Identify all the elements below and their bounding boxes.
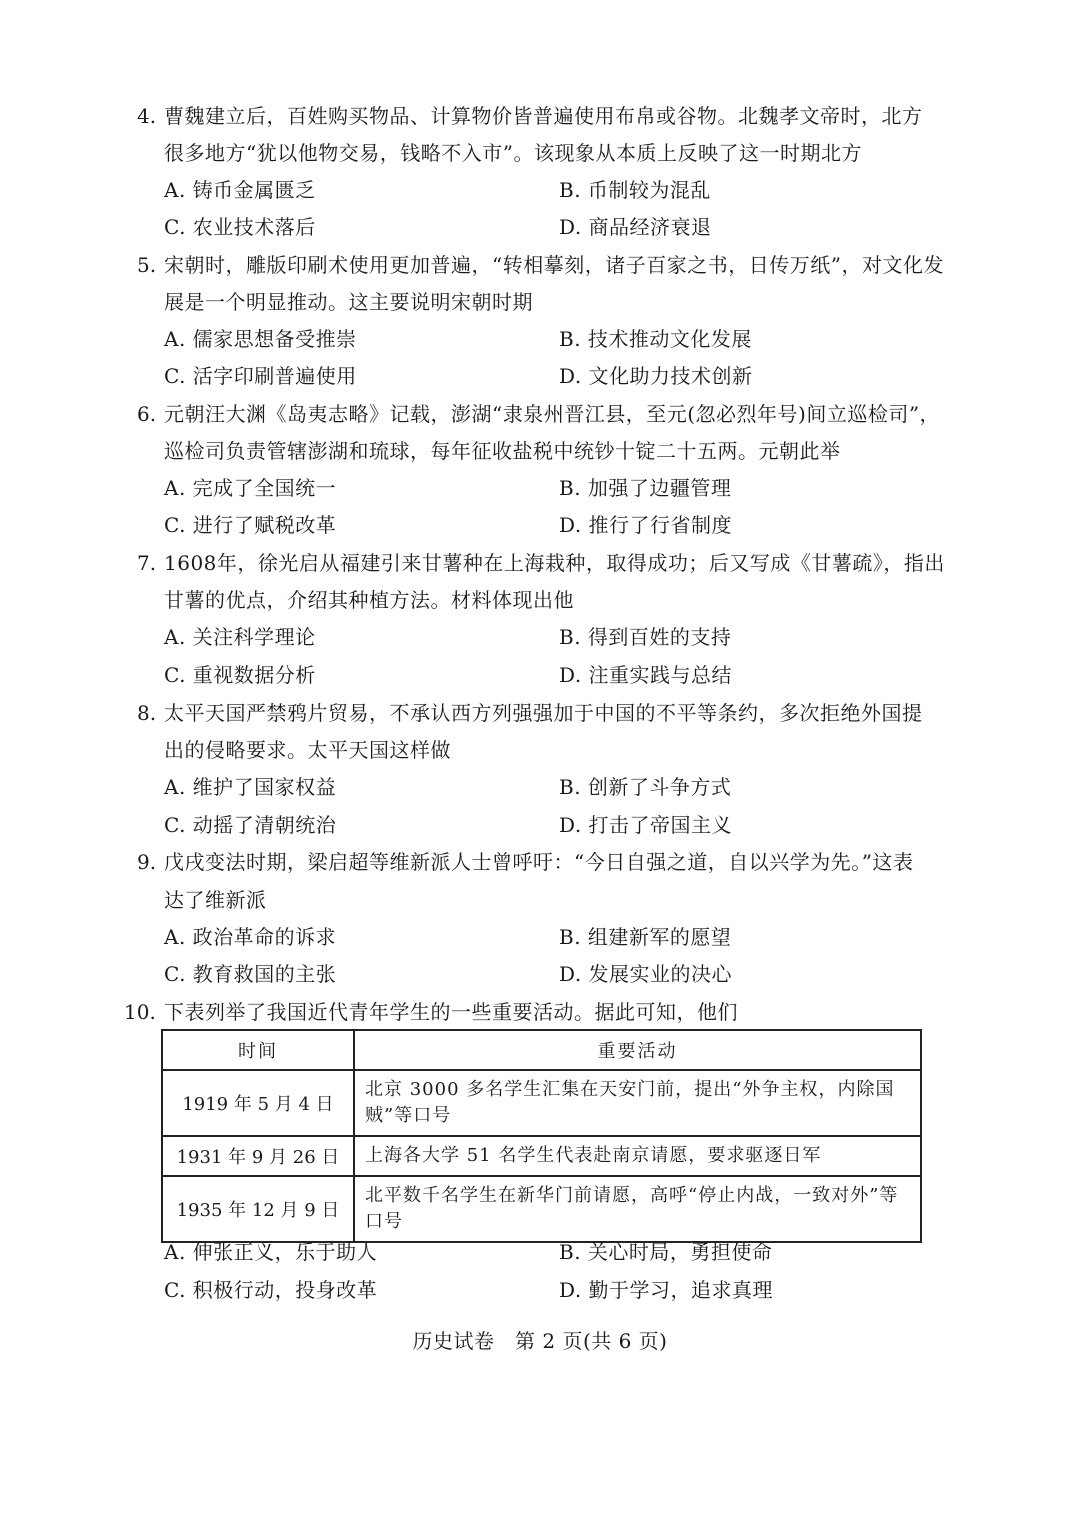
option-a: A. 维护了国家权益 (164, 775, 337, 799)
table-cell-time: 1931 年 9 月 26 日 (162, 1136, 354, 1176)
option-b: B. 创新了斗争方式 (559, 775, 732, 799)
option-c: C. 重视数据分析 (164, 663, 316, 687)
question-number: 4. (137, 104, 157, 128)
column-header-time: 时间 (162, 1030, 354, 1070)
option-d: D. 商品经济衰退 (559, 215, 712, 239)
option-a: A. 完成了全国统一 (164, 476, 337, 500)
option-b: B. 加强了边疆管理 (559, 476, 732, 500)
option-a: A. 伸张正义，乐于助人 (164, 1240, 378, 1264)
option-b: B. 得到百姓的支持 (559, 625, 732, 649)
option-c: C. 活字印刷普遍使用 (164, 364, 357, 388)
option-d: D. 注重实践与总结 (559, 663, 733, 687)
question-number: 6. (137, 402, 157, 426)
question-stem-line: 展是一个明显推动。这主要说明宋朝时期 (164, 290, 533, 314)
table-cell-activity: 上海各大学 51 名学生代表赴南京请愿，要求驱逐日军 (354, 1136, 921, 1176)
option-a: A. 铸币金属匮乏 (164, 178, 316, 202)
activities-table (161, 1029, 922, 1243)
question-stem-line: 甘薯的优点，介绍其种植方法。材料体现出他 (164, 588, 574, 612)
table-row (162, 1136, 921, 1176)
question-stem-line: 元朝汪大渊《岛夷志略》记载，澎湖“隶泉州晋江县，至元(忽必烈年号)间立巡检司”， (164, 402, 941, 426)
option-b: B. 组建新军的愿望 (559, 925, 732, 949)
question-stem-line: 很多地方“犹以他物交易，钱略不入市”。该现象从本质上反映了这一时期北方 (164, 141, 862, 165)
question-stem-line: 达了维新派 (164, 888, 267, 912)
table-header-row (162, 1030, 921, 1070)
option-b: B. 技术推动文化发展 (559, 327, 752, 351)
option-d: D. 发展实业的决心 (559, 962, 733, 986)
table-cell-activity: 北平数千名学生在新华门前请愿，高呼“停止内战，一致对外”等口号 (354, 1176, 921, 1242)
question-number: 8. (137, 701, 157, 725)
table-cell-time: 1935 年 12 月 9 日 (162, 1176, 354, 1242)
page-footer: 历史试卷 第 2 页(共 6 页) (412, 1329, 668, 1353)
table-row (162, 1070, 921, 1136)
option-b: B. 关心时局，勇担使命 (559, 1240, 773, 1264)
option-d: D. 推行了行省制度 (559, 513, 733, 537)
table-cell-activity: 北京 3000 多名学生汇集在天安门前，提出“外争主权，内除国贼”等口号 (354, 1070, 921, 1136)
question-stem-line: 出的侵略要求。太平天国这样做 (164, 738, 451, 762)
question-stem-line: 巡检司负责管辖澎湖和琉球，每年征收盐税中统钞十锭二十五两。元朝此举 (164, 439, 841, 463)
question-stem-line: 太平天国严禁鸦片贸易，不承认西方列强强加于中国的不平等条约，多次拒绝外国提 (164, 701, 923, 725)
question-stem-line: 宋朝时，雕版印刷术使用更加普遍，“转相摹刻，诸子百家之书，日传万纸”，对文化发 (164, 253, 944, 277)
option-a: A. 儒家思想备受推崇 (164, 327, 357, 351)
question-number: 10. (124, 1000, 156, 1024)
question-stem-line: 下表列举了我国近代青年学生的一些重要活动。据此可知，他们 (164, 1000, 738, 1024)
option-a: A. 关注科学理论 (164, 625, 316, 649)
table-row (162, 1176, 921, 1242)
option-c: C. 积极行动，投身改革 (164, 1278, 378, 1302)
question-number: 7. (137, 551, 157, 575)
option-c: C. 动摇了清朝统治 (164, 813, 337, 837)
option-c: C. 教育救国的主张 (164, 962, 337, 986)
question-stem-line: 1608年，徐光启从福建引来甘薯种在上海栽种，取得成功；后又写成《甘薯疏》，指出 (164, 551, 945, 575)
question-stem-line: 曹魏建立后，百姓购买物品、计算物价皆普遍使用布帛或谷物。北魏孝文帝时，北方 (164, 104, 923, 128)
option-a: A. 政治革命的诉求 (164, 925, 337, 949)
option-d: D. 文化助力技术创新 (559, 364, 753, 388)
option-b: B. 币制较为混乱 (559, 178, 711, 202)
option-d: D. 打击了帝国主义 (559, 813, 733, 837)
table-cell-time: 1919 年 5 月 4 日 (162, 1070, 354, 1136)
question-stem-line: 戊戌变法时期，梁启超等维新派人士曾呼吁：“今日自强之道，自以兴学为先。”这表 (164, 850, 914, 874)
option-c: C. 农业技术落后 (164, 215, 316, 239)
column-header-activity: 重要活动 (354, 1030, 921, 1070)
question-number: 9. (137, 850, 157, 874)
option-c: C. 进行了赋税改革 (164, 513, 337, 537)
question-number: 5. (137, 253, 157, 277)
option-d: D. 勤于学习，追求真理 (559, 1278, 774, 1302)
